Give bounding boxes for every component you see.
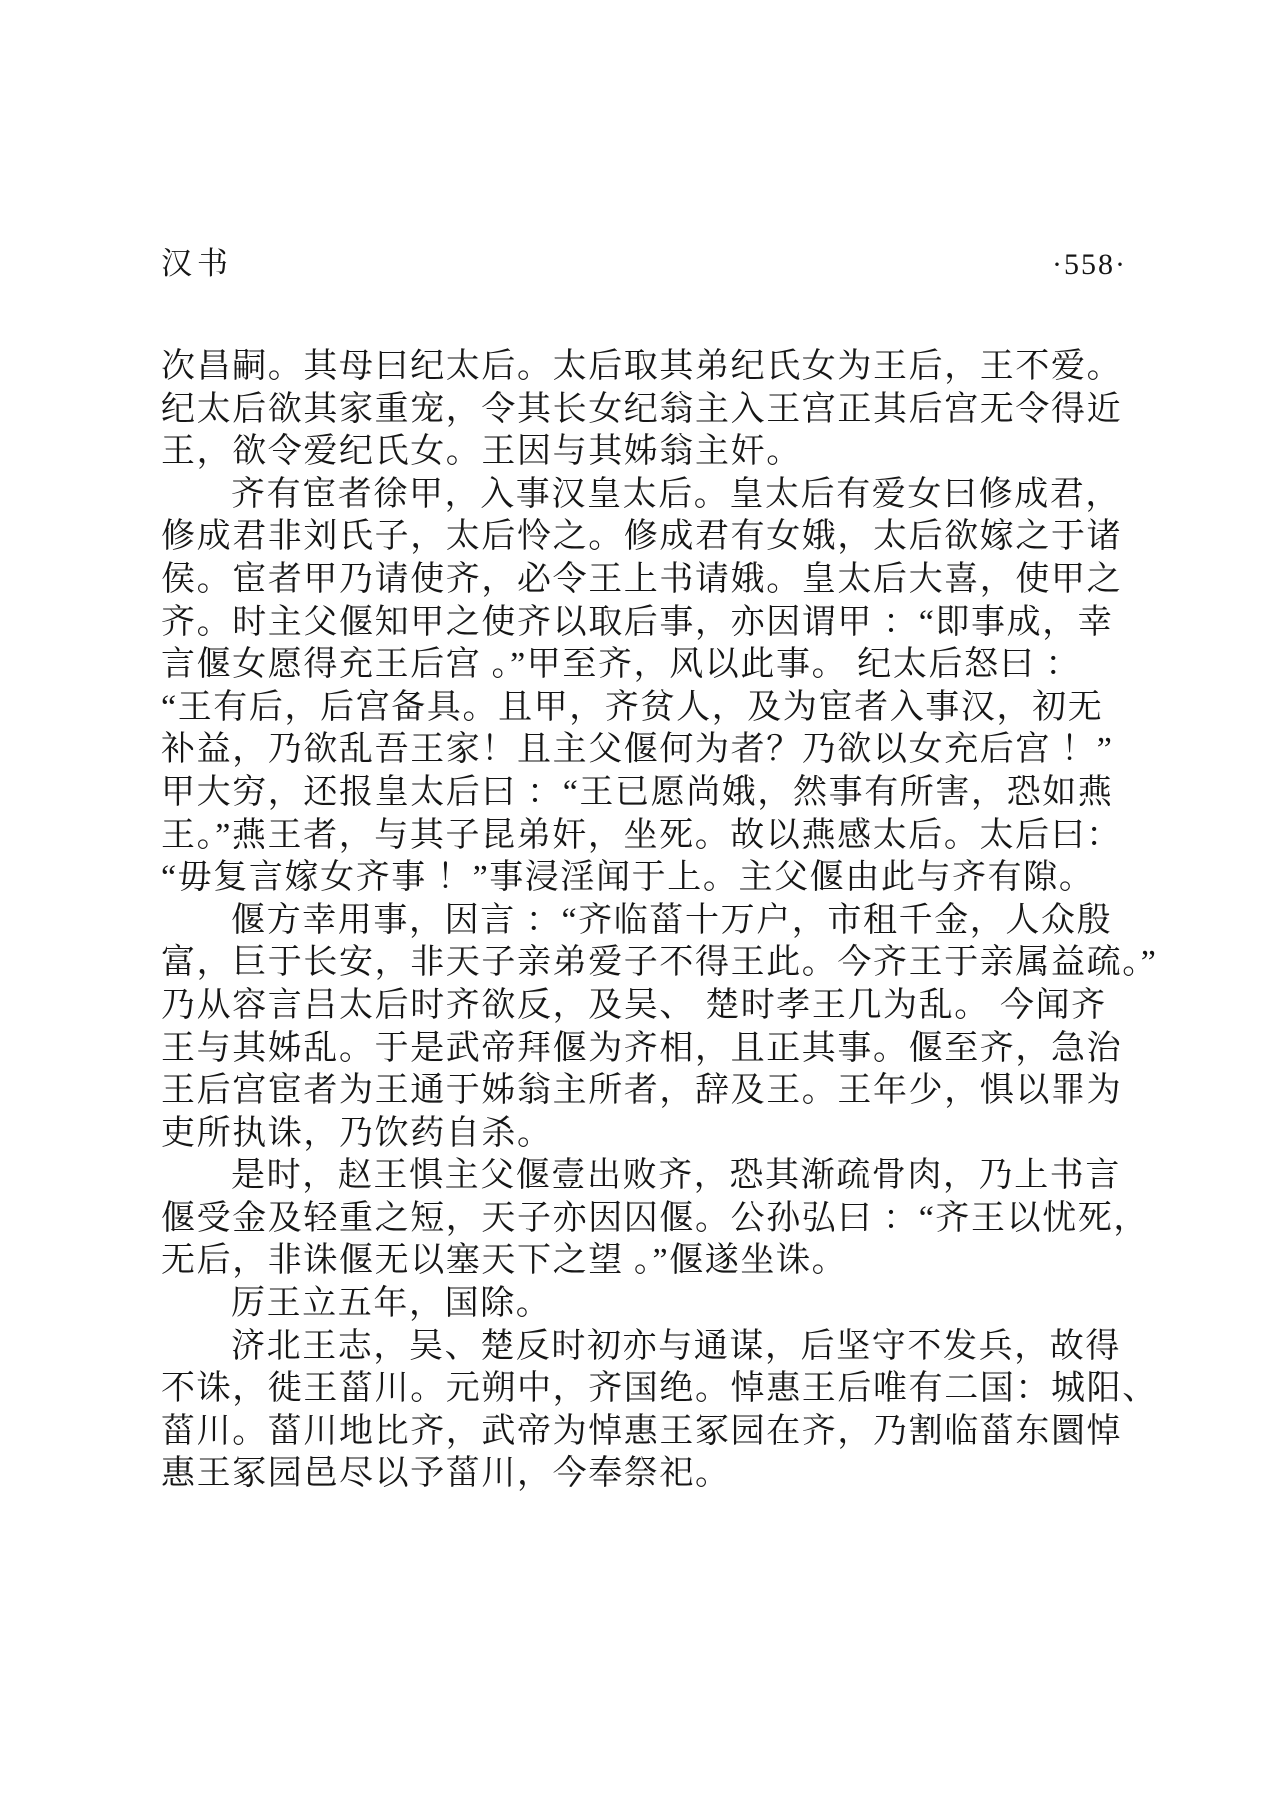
text-line: “王有后，后宫备具。且甲，齐贫人，及为宦者入事汉，初无	[161, 688, 1104, 726]
text-line: 偃方幸用事，因言 ：“齐临菑十万户，市租千金，人众殷	[231, 901, 1113, 939]
text-line: 富，巨于长安，非天子亲弟爱子不得王此。今齐王于亲属益疏。”	[161, 944, 1158, 982]
paragraph	[161, 1283, 1151, 1326]
text-line: 甲大穷，还报皇太后曰 ：“王已愿尚娥，然事有所害，恐如燕	[161, 773, 1114, 811]
text-line: 是时，赵王惧主父偃壹出败齐，恐其渐疏骨肉，乃上书言	[231, 1157, 1121, 1195]
text-line: 修成君非刘氏子，太后怜之。修成君有女娥，太后欲嫁之于诸	[161, 518, 1123, 556]
text-line: 侯。宦者甲乃请使齐，必令王上书请娥。皇太后大喜，使甲之	[161, 560, 1123, 598]
text-line: 菑川。菑川地比齐，武帝为悼惠王冢园在齐，乃割临菑东圜悼	[161, 1412, 1123, 1450]
text-line: 乃从容言吕太后时齐欲反，及吴、 楚时孝王几为乱。 今闻齐	[161, 986, 1107, 1024]
text-line: 补益，乃欲乱吾王家！且主父偃何为者？乃欲以女充后宫 ！”	[161, 731, 1114, 769]
text-line: “毋复言嫁女齐事 ！”事浸淫闻于上。主父偃由此与齐有隙。	[161, 859, 1095, 897]
text-line: 不诛，徙王菑川。元朔中，齐国绝。悼惠王后唯有二国：城阳、	[161, 1370, 1158, 1408]
book-title: 汉书	[161, 246, 233, 281]
paragraph	[161, 900, 1158, 1156]
paragraph	[161, 346, 1151, 474]
text-line: 厉王立五年，国除。	[231, 1285, 552, 1323]
text-line: 王。”燕王者，与其子昆弟奸，坐死。故以燕感太后。太后曰：	[161, 816, 1122, 854]
body-text	[161, 346, 1158, 1496]
paragraph	[161, 474, 1151, 900]
text-line: 齐。时主父偃知甲之使齐以取后事，亦因谓甲 ：“即事成，幸	[161, 603, 1114, 641]
text-line: 惠王冢园邑尽以予菑川，今奉祭祀。	[161, 1455, 731, 1493]
text-line: 纪太后欲其家重宠，令其长女纪翁主入王宫正其后宫无令得近	[161, 390, 1123, 428]
paragraph	[161, 1155, 1151, 1283]
page-header	[161, 238, 1127, 283]
text-line: 王，欲令爱纪氏女。王因与其姊翁主奸。	[161, 433, 802, 471]
page-number: ·558·	[1052, 248, 1127, 281]
text-line: 吏所执诛，乃饮药自杀。	[161, 1114, 553, 1152]
text-line: 次昌嗣。其母曰纪太后。太后取其弟纪氏女为王后，王不爱。	[161, 348, 1123, 385]
text-line: 王后宫宦者为王通于姊翁主所者，辞及王。王年少，惧以罪为	[161, 1072, 1123, 1110]
text-line: 济北王志，吴、楚反时初亦与通谋，后坚守不发兵，故得	[231, 1327, 1121, 1365]
text-line: 齐有宦者徐甲，入事汉皇太后。皇太后有爱女曰修成君，	[231, 475, 1121, 513]
text-line: 王与其姊乱。于是武帝拜偃为齐相，且正其事。偃至齐，急治	[161, 1029, 1123, 1067]
text-line: 偃受金及轻重之短，天子亦因囚偃。公孙弘曰 ：“齐王以忧死，	[161, 1199, 1149, 1237]
paragraph	[161, 1326, 1158, 1496]
text-line: 言偃女愿得充王后宫 。”甲至齐，风以此事。 纪太后怒曰 ：	[161, 646, 1081, 684]
text-line: 无后，非诛偃无以塞天下之望 。”偃遂坐诛。	[161, 1242, 848, 1280]
